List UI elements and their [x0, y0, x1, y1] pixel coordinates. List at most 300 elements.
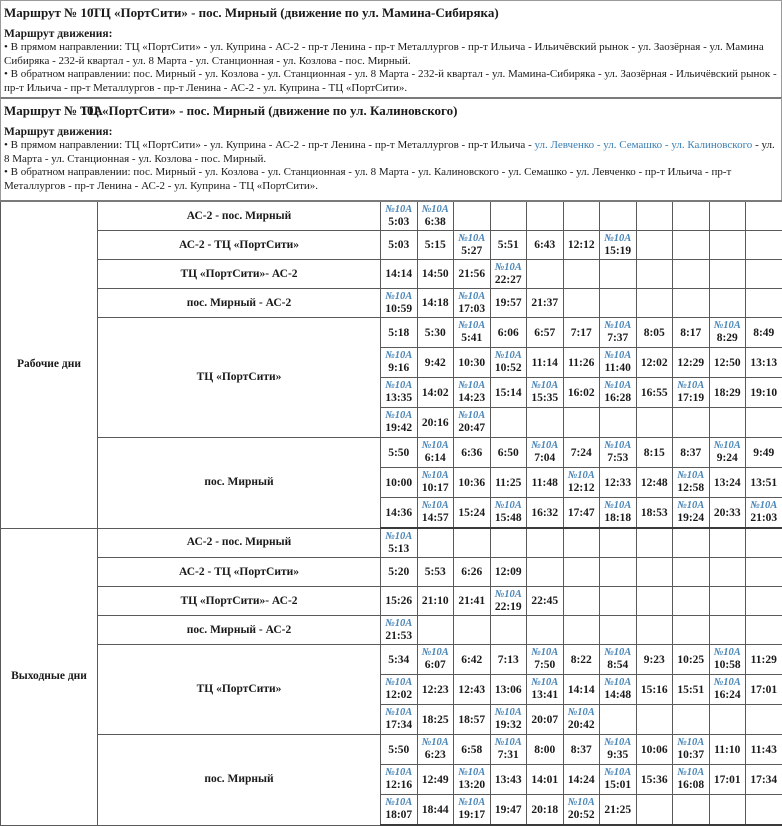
- departure-time: 13:35: [381, 391, 417, 405]
- departure-time: 5:30: [418, 326, 454, 340]
- schedule-row: [1, 528, 782, 558]
- departure-time-cell: [709, 348, 746, 378]
- departure-time: 22:19: [491, 600, 527, 614]
- route-10a-tag: №10А: [381, 350, 417, 361]
- empty-cell: [746, 201, 782, 231]
- departure-time: 7:31: [491, 748, 527, 762]
- direction-label: АС-2 - пос. Мирный: [98, 201, 381, 231]
- departure-time: 9:24: [710, 451, 746, 465]
- empty-cell: [490, 201, 527, 231]
- stop-label-port: ТЦ «ПортСити»: [98, 645, 381, 735]
- departure-time: 15:36: [637, 773, 673, 787]
- departure-time-cell: [490, 318, 527, 348]
- empty-cell: [636, 528, 673, 558]
- departure-time-cell: [417, 645, 454, 675]
- departure-time-cell: [527, 645, 564, 675]
- empty-cell: [709, 528, 746, 558]
- departure-time: 11:43: [746, 743, 782, 757]
- departure-time: 21:25: [600, 803, 636, 817]
- departure-time-cell: [563, 438, 600, 468]
- route-10a-tag: №10А: [381, 707, 417, 718]
- departure-time: 19:10: [746, 386, 782, 400]
- departure-time: 12:58: [673, 481, 709, 495]
- departure-time: 6:50: [491, 446, 527, 460]
- departure-time: 21:10: [418, 594, 454, 608]
- departure-time-cell: [381, 378, 418, 408]
- departure-time-cell: [709, 468, 746, 498]
- stop-label-mirny: пос. Мирный: [98, 438, 381, 529]
- departure-time: 12:29: [673, 356, 709, 370]
- departure-time-cell: [417, 498, 454, 529]
- departure-time-cell: [381, 438, 418, 468]
- departure-time: 6:23: [418, 748, 454, 762]
- route-10a-tag: №10А: [600, 767, 636, 778]
- empty-cell: [636, 795, 673, 826]
- departure-time-cell: [746, 468, 782, 498]
- departure-time-cell: [527, 289, 564, 318]
- route-10a-tag: №10А: [673, 380, 709, 391]
- departure-time: 17:03: [454, 302, 490, 316]
- departure-time-cell: [527, 348, 564, 378]
- departure-time: 21:53: [381, 629, 417, 643]
- route-10a-tag: №10А: [381, 677, 417, 688]
- route-10a-tag: №10А: [381, 797, 417, 808]
- departure-time-cell: [381, 260, 418, 289]
- departure-time-cell: [454, 408, 491, 438]
- route-10a-tag: №10А: [600, 233, 636, 244]
- departure-time-cell: [600, 438, 637, 468]
- departure-time-cell: [636, 645, 673, 675]
- departure-time: 5:15: [418, 238, 454, 252]
- route-10a-tag: №10А: [454, 380, 490, 391]
- departure-time: 12:49: [418, 773, 454, 787]
- departure-time: 18:18: [600, 511, 636, 525]
- route-10a-tag: №10А: [527, 380, 563, 391]
- departure-time: 15:16: [637, 683, 673, 697]
- empty-cell: [709, 587, 746, 616]
- departure-time-cell: [636, 348, 673, 378]
- departure-time-cell: [673, 735, 710, 765]
- route-10a-title: [4, 102, 777, 120]
- empty-cell: [600, 201, 637, 231]
- empty-cell: [636, 558, 673, 587]
- empty-cell: [563, 260, 600, 289]
- empty-cell: [673, 705, 710, 735]
- departure-time: 5:34: [381, 653, 417, 667]
- departure-time-cell: [563, 765, 600, 795]
- departure-time: 15:26: [381, 594, 417, 608]
- empty-cell: [746, 558, 782, 587]
- departure-time-cell: [490, 675, 527, 705]
- departure-time: 5:03: [381, 215, 417, 229]
- departure-time-cell: [709, 765, 746, 795]
- stop-label-mirny: пос. Мирный: [98, 735, 381, 826]
- route-10a-tag: №10А: [491, 707, 527, 718]
- route-10a-tag: №10А: [491, 262, 527, 273]
- departure-time: 8:15: [637, 446, 673, 460]
- route-10a-tag: №10А: [710, 677, 746, 688]
- departure-time: 6:42: [454, 653, 490, 667]
- departure-time-cell: [600, 231, 637, 260]
- departure-time-cell: [527, 587, 564, 616]
- empty-cell: [600, 408, 637, 438]
- departure-time-cell: [709, 378, 746, 408]
- departure-time: 12:16: [381, 778, 417, 792]
- movement-label: Маршрут движения:: [4, 27, 777, 41]
- departure-time-cell: [600, 318, 637, 348]
- departure-time: 11:48: [527, 476, 563, 490]
- empty-cell: [490, 408, 527, 438]
- departure-time-cell: [527, 468, 564, 498]
- departure-time-cell: [381, 765, 418, 795]
- departure-time-cell: [454, 498, 491, 529]
- departure-time-cell: [563, 795, 600, 826]
- departure-time: 15:01: [600, 778, 636, 792]
- departure-time-cell: [600, 675, 637, 705]
- stop-label-port: ТЦ «ПортСити»: [98, 318, 381, 438]
- empty-cell: [673, 558, 710, 587]
- departure-time: 16:08: [673, 778, 709, 792]
- departure-time: 20:16: [418, 416, 454, 430]
- empty-cell: [454, 616, 491, 645]
- departure-time: 15:24: [454, 506, 490, 520]
- departure-time: 20:33: [710, 506, 746, 520]
- route-10-title: [4, 4, 777, 22]
- route-10a-tag: №10А: [418, 500, 454, 511]
- departure-time: 6:07: [418, 658, 454, 672]
- empty-cell: [600, 705, 637, 735]
- departure-time: 18:57: [454, 713, 490, 727]
- departure-time: 8:37: [673, 446, 709, 460]
- departure-time: 10:58: [710, 658, 746, 672]
- route-10a-tag: №10А: [564, 707, 600, 718]
- route-number: Маршрут № 10: [4, 4, 92, 22]
- departure-time-cell: [454, 558, 491, 587]
- empty-cell: [746, 289, 782, 318]
- departure-time: 17:34: [746, 773, 782, 787]
- departure-time: 14:24: [564, 773, 600, 787]
- departure-time-cell: [454, 765, 491, 795]
- empty-cell: [746, 260, 782, 289]
- departure-time: 17:34: [381, 718, 417, 732]
- empty-cell: [417, 616, 454, 645]
- departure-time-cell: [600, 468, 637, 498]
- route-10a-tag: №10А: [491, 350, 527, 361]
- departure-time-cell: [490, 231, 527, 260]
- departure-time: 14:18: [418, 296, 454, 310]
- departure-time-cell: [454, 735, 491, 765]
- departure-time: 7:50: [527, 658, 563, 672]
- departure-time-cell: [417, 675, 454, 705]
- departure-time-cell: [746, 675, 782, 705]
- schedule-row: [1, 318, 782, 348]
- route-10a-tag: №10А: [600, 440, 636, 451]
- departure-time: 6:57: [527, 326, 563, 340]
- route-10a-tag: №10А: [491, 737, 527, 748]
- empty-cell: [636, 231, 673, 260]
- departure-time-cell: [490, 468, 527, 498]
- departure-time: 6:58: [454, 743, 490, 757]
- backward-direction: • В обратном направлении: пос. Мирный - ул. Козлова - ул. Станционная - ул. 8 Марта - ул. Калиновского - ул. Семашко - ул. Левченко - пр-т Ильича - пр-т Металлургов - пр-т Ленина - АС-2 - ул. Куприна - ТЦ «ПортСити».: [4, 166, 777, 193]
- route-10a-tag: №10А: [454, 291, 490, 302]
- empty-cell: [600, 260, 637, 289]
- schedule-table: [0, 200, 782, 826]
- departure-time-cell: [527, 378, 564, 408]
- route-10a-tag: №10А: [527, 677, 563, 688]
- route-10a-tag: №10А: [381, 767, 417, 778]
- departure-time: 7:13: [491, 653, 527, 667]
- empty-cell: [709, 201, 746, 231]
- route-10a-tag: №10А: [673, 737, 709, 748]
- day-type-weekends: Выходные дни: [1, 528, 98, 825]
- departure-time-cell: [381, 201, 418, 231]
- direction-label: ТЦ «ПортСити»- АС-2: [98, 587, 381, 616]
- route-10a-tag: №10А: [418, 647, 454, 658]
- departure-time: 22:27: [491, 273, 527, 287]
- departure-time: 22:45: [527, 594, 563, 608]
- departure-time-cell: [636, 318, 673, 348]
- departure-time: 15:14: [491, 386, 527, 400]
- departure-time: 10:00: [381, 476, 417, 490]
- direction-label: АС-2 - пос. Мирный: [98, 528, 381, 558]
- departure-time: 11:10: [710, 743, 746, 757]
- empty-cell: [600, 528, 637, 558]
- departure-time-cell: [381, 587, 418, 616]
- empty-cell: [709, 558, 746, 587]
- direction-label: АС-2 - ТЦ «ПортСити»: [98, 558, 381, 587]
- departure-time-cell: [454, 795, 491, 826]
- departure-time-cell: [673, 378, 710, 408]
- empty-cell: [636, 705, 673, 735]
- departure-time: 15:35: [527, 391, 563, 405]
- departure-time-cell: [417, 408, 454, 438]
- departure-time-cell: [636, 735, 673, 765]
- route-10a-tag: №10А: [454, 320, 490, 331]
- departure-time-cell: [381, 795, 418, 826]
- empty-cell: [527, 616, 564, 645]
- departure-time-cell: [381, 289, 418, 318]
- departure-time: 14:14: [381, 267, 417, 281]
- empty-cell: [563, 201, 600, 231]
- departure-time: 8:22: [564, 653, 600, 667]
- departure-time: 6:26: [454, 565, 490, 579]
- highlighted-streets: ул. Левченко - ул. Семашко - ул. Калиновского: [534, 139, 752, 151]
- departure-time-cell: [454, 705, 491, 735]
- route-10a-tag: №10А: [710, 647, 746, 658]
- empty-cell: [636, 260, 673, 289]
- route-10a-tag: №10А: [418, 737, 454, 748]
- route-10a-tag: №10А: [381, 204, 417, 215]
- route-10a-tag: №10А: [673, 767, 709, 778]
- departure-time: 13:13: [746, 356, 782, 370]
- route-10-info: [0, 0, 782, 97]
- departure-time-cell: [709, 318, 746, 348]
- empty-cell: [636, 616, 673, 645]
- schedule-row: [1, 201, 782, 231]
- departure-time-cell: [527, 795, 564, 826]
- departure-time: 15:51: [673, 683, 709, 697]
- departure-time-cell: [746, 348, 782, 378]
- departure-time: 10:06: [637, 743, 673, 757]
- departure-time-cell: [709, 735, 746, 765]
- departure-time-cell: [673, 468, 710, 498]
- empty-cell: [746, 616, 782, 645]
- empty-cell: [563, 408, 600, 438]
- route-number: Маршрут № 10А: [4, 102, 80, 120]
- departure-time-cell: [381, 498, 418, 529]
- departure-time: 16:24: [710, 688, 746, 702]
- departure-time-cell: [527, 765, 564, 795]
- departure-time: 14:01: [527, 773, 563, 787]
- departure-time: 19:47: [491, 803, 527, 817]
- direction-label: ТЦ «ПортСити»- АС-2: [98, 260, 381, 289]
- departure-time-cell: [417, 587, 454, 616]
- forward-text-part: • В прямом направлении: ТЦ «ПортСити» - ул. Куприна - АС-2 - пр-т Ленина - пр-т Металлургов - пр-т Ильича -: [4, 139, 534, 151]
- departure-time-cell: [381, 468, 418, 498]
- empty-cell: [636, 408, 673, 438]
- departure-time-cell: [673, 498, 710, 529]
- departure-time: 18:44: [418, 803, 454, 817]
- empty-cell: [490, 528, 527, 558]
- departure-time-cell: [527, 498, 564, 529]
- departure-time: 12:43: [454, 683, 490, 697]
- departure-time-cell: [746, 438, 782, 468]
- route-10a-tag: №10А: [600, 737, 636, 748]
- empty-cell: [563, 289, 600, 318]
- departure-time-cell: [490, 348, 527, 378]
- schedule-row: [1, 558, 782, 587]
- empty-cell: [527, 201, 564, 231]
- departure-time-cell: [381, 645, 418, 675]
- departure-time: 5:03: [381, 238, 417, 252]
- departure-time-cell: [490, 645, 527, 675]
- empty-cell: [563, 528, 600, 558]
- departure-time-cell: [417, 378, 454, 408]
- route-10a-tag: №10А: [600, 500, 636, 511]
- departure-time: 19:42: [381, 421, 417, 435]
- departure-time: 20:52: [564, 808, 600, 822]
- empty-cell: [673, 587, 710, 616]
- route-10a-tag: №10А: [381, 410, 417, 421]
- departure-time: 19:32: [491, 718, 527, 732]
- departure-time: 18:29: [710, 386, 746, 400]
- departure-time-cell: [746, 498, 782, 529]
- departure-time: 6:36: [454, 446, 490, 460]
- departure-time-cell: [417, 231, 454, 260]
- departure-time: 16:02: [564, 386, 600, 400]
- departure-time: 15:19: [600, 244, 636, 258]
- departure-time: 9:16: [381, 361, 417, 375]
- departure-time: 6:14: [418, 451, 454, 465]
- departure-time-cell: [454, 675, 491, 705]
- departure-time: 7:17: [564, 326, 600, 340]
- departure-time-cell: [673, 438, 710, 468]
- departure-time: 9:35: [600, 748, 636, 762]
- empty-cell: [673, 260, 710, 289]
- departure-time: 12:09: [491, 565, 527, 579]
- empty-cell: [636, 587, 673, 616]
- empty-cell: [709, 289, 746, 318]
- departure-time: 8:54: [600, 658, 636, 672]
- departure-time-cell: [709, 645, 746, 675]
- departure-time-cell: [381, 528, 418, 558]
- departure-time-cell: [490, 438, 527, 468]
- empty-cell: [673, 289, 710, 318]
- departure-time-cell: [527, 705, 564, 735]
- route-10a-tag: №10А: [564, 797, 600, 808]
- route-10a-tag: №10А: [381, 531, 417, 542]
- route-10a-tag: №10А: [491, 589, 527, 600]
- departure-time-cell: [636, 675, 673, 705]
- departure-time-cell: [454, 318, 491, 348]
- departure-time: 10:37: [673, 748, 709, 762]
- route-name: ТЦ «ПортСити» - пос. Мирный (движение по ул. Мамина-Сибиряка): [92, 5, 499, 20]
- departure-time-cell: [454, 260, 491, 289]
- departure-time-cell: [417, 201, 454, 231]
- route-10a-tag: №10А: [710, 440, 746, 451]
- empty-cell: [673, 616, 710, 645]
- departure-time-cell: [454, 468, 491, 498]
- departure-time: 17:19: [673, 391, 709, 405]
- departure-time: 5:51: [491, 238, 527, 252]
- departure-time: 14:50: [418, 267, 454, 281]
- route-10a-tag: №10А: [418, 204, 454, 215]
- departure-time-cell: [490, 587, 527, 616]
- schedule-row: [1, 645, 782, 675]
- departure-time-cell: [381, 675, 418, 705]
- departure-time-cell: [417, 765, 454, 795]
- departure-time-cell: [563, 705, 600, 735]
- departure-time: 10:30: [454, 356, 490, 370]
- departure-time-cell: [490, 705, 527, 735]
- route-10a-tag: №10А: [746, 500, 782, 511]
- departure-time-cell: [709, 675, 746, 705]
- departure-time: 10:17: [418, 481, 454, 495]
- route-10a-tag: №10А: [381, 618, 417, 629]
- departure-time: 8:00: [527, 743, 563, 757]
- departure-time-cell: [600, 795, 637, 826]
- departure-time: 9:42: [418, 356, 454, 370]
- departure-time: 5:41: [454, 331, 490, 345]
- departure-time-cell: [527, 675, 564, 705]
- departure-time-cell: [746, 378, 782, 408]
- empty-cell: [709, 408, 746, 438]
- departure-time: 5:20: [381, 565, 417, 579]
- departure-time: 12:12: [564, 481, 600, 495]
- empty-cell: [709, 260, 746, 289]
- departure-time-cell: [563, 231, 600, 260]
- departure-time: 16:55: [637, 386, 673, 400]
- departure-time-cell: [636, 468, 673, 498]
- departure-time-cell: [454, 289, 491, 318]
- departure-time: 7:53: [600, 451, 636, 465]
- direction-label: АС-2 - ТЦ «ПортСити»: [98, 231, 381, 260]
- empty-cell: [636, 201, 673, 231]
- departure-time-cell: [709, 438, 746, 468]
- departure-time-cell: [563, 735, 600, 765]
- empty-cell: [746, 705, 782, 735]
- departure-time-cell: [563, 318, 600, 348]
- departure-time-cell: [563, 675, 600, 705]
- departure-time-cell: [600, 765, 637, 795]
- empty-cell: [454, 201, 491, 231]
- empty-cell: [709, 616, 746, 645]
- departure-time-cell: [673, 765, 710, 795]
- route-10a-tag: №10А: [673, 470, 709, 481]
- forward-direction: [4, 139, 777, 166]
- departure-time: 10:59: [381, 302, 417, 316]
- forward-text-part: - ул. 8 Марта - ул. Станционная - ул. Козлова - пос. Мирный.: [4, 139, 775, 165]
